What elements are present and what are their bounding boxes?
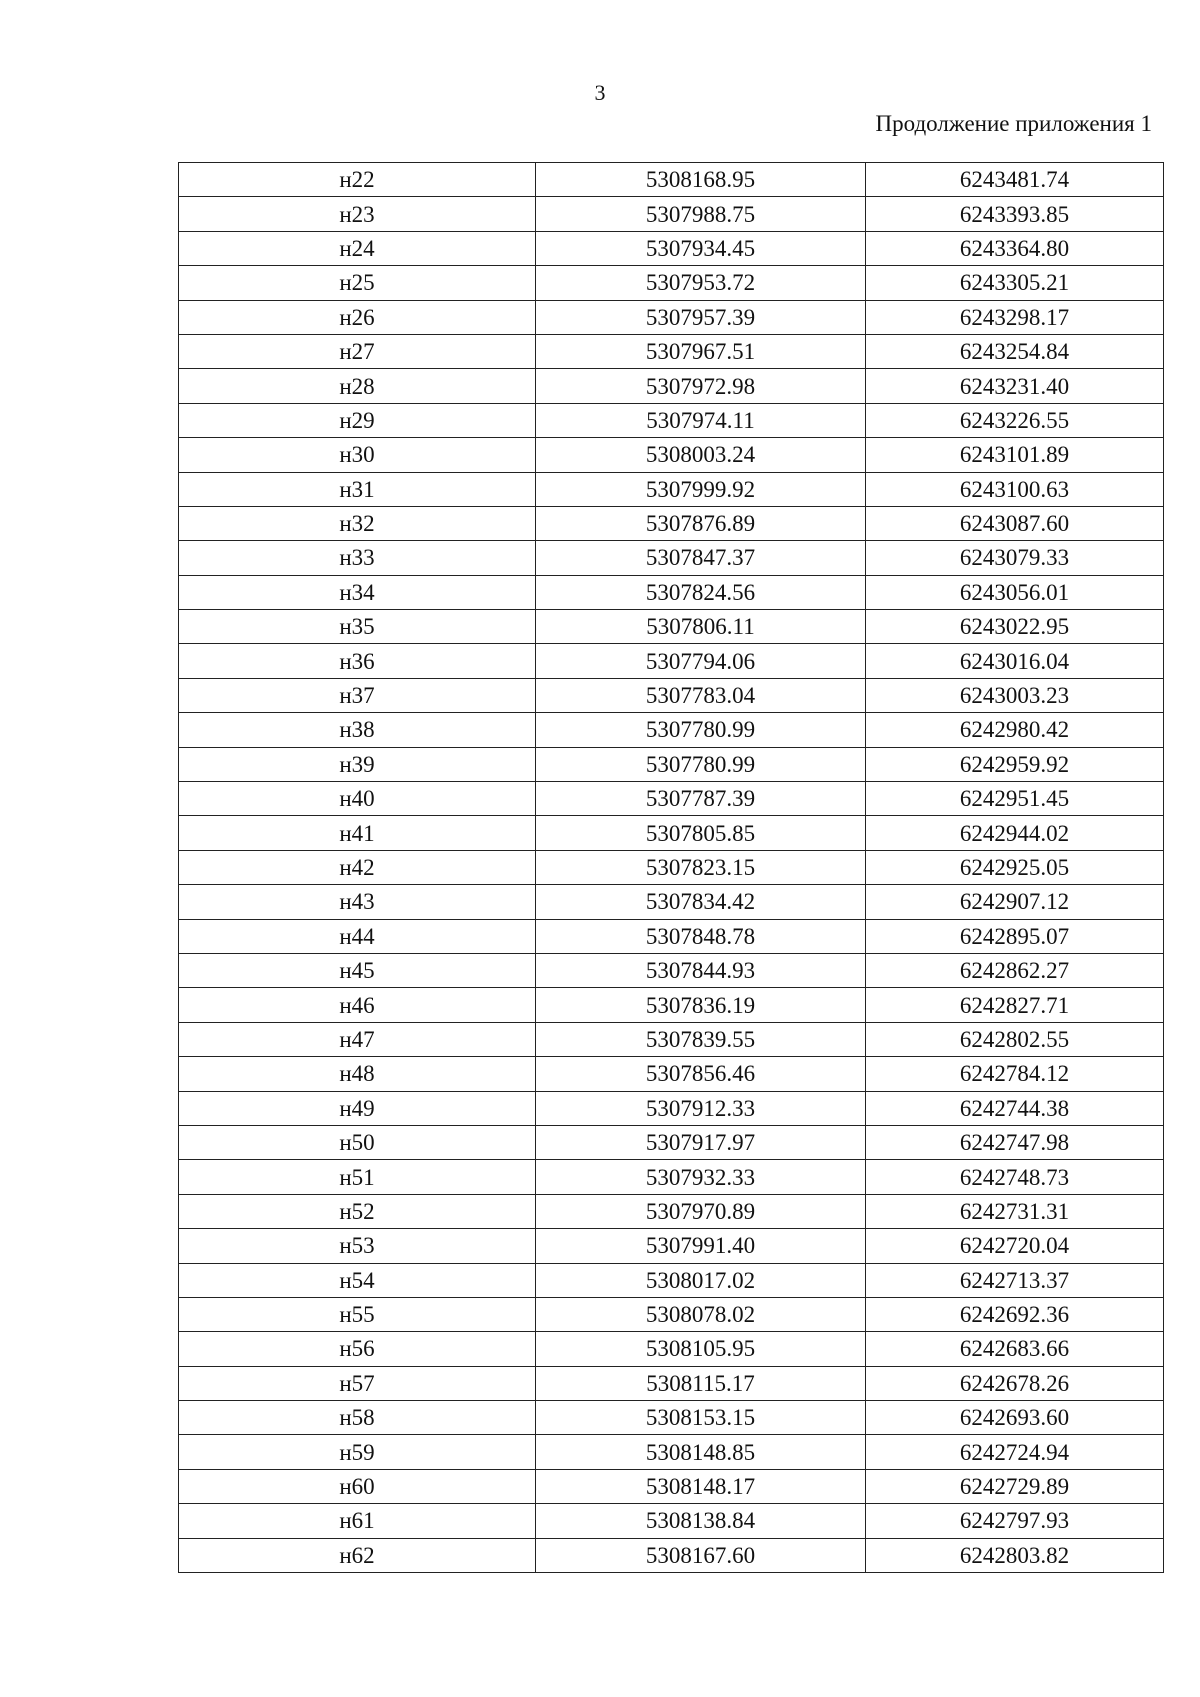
point-number-cell: н52 [179, 1194, 536, 1228]
point-number-cell: н46 [179, 988, 536, 1022]
x-coordinate-cell: 5307848.78 [536, 919, 866, 953]
table-row [179, 575, 1164, 609]
y-coordinate-cell: 6243101.89 [866, 438, 1164, 472]
x-coordinate-cell: 5308168.95 [536, 163, 866, 197]
table-row [179, 197, 1164, 231]
point-number-cell: н30 [179, 438, 536, 472]
y-coordinate-cell: 6243016.04 [866, 644, 1164, 678]
point-number-cell: н55 [179, 1297, 536, 1331]
x-coordinate-cell: 5307912.33 [536, 1091, 866, 1125]
y-coordinate-cell: 6243393.85 [866, 197, 1164, 231]
coordinates-table-body [179, 163, 1164, 1573]
point-number-cell: н35 [179, 610, 536, 644]
point-number-cell: н54 [179, 1263, 536, 1297]
point-number-cell: н57 [179, 1366, 536, 1400]
point-number-cell: н36 [179, 644, 536, 678]
table-row [179, 1332, 1164, 1366]
table-row [179, 1469, 1164, 1503]
x-coordinate-cell: 5308115.17 [536, 1366, 866, 1400]
x-coordinate-cell: 5307988.75 [536, 197, 866, 231]
x-coordinate-cell: 5307934.45 [536, 231, 866, 265]
x-coordinate-cell: 5308148.17 [536, 1469, 866, 1503]
y-coordinate-cell: 6243364.80 [866, 231, 1164, 265]
y-coordinate-cell: 6242797.93 [866, 1504, 1164, 1538]
point-number-cell: н47 [179, 1022, 536, 1056]
y-coordinate-cell: 6242951.45 [866, 782, 1164, 816]
table-row [179, 1297, 1164, 1331]
point-number-cell: н28 [179, 369, 536, 403]
y-coordinate-cell: 6242731.31 [866, 1194, 1164, 1228]
table-row [179, 988, 1164, 1022]
x-coordinate-cell: 5307805.85 [536, 816, 866, 850]
page-number: 3 [594, 80, 606, 105]
x-coordinate-cell: 5307917.97 [536, 1125, 866, 1159]
y-coordinate-cell: 6242802.55 [866, 1022, 1164, 1056]
y-coordinate-cell: 6243087.60 [866, 506, 1164, 540]
table-row [179, 747, 1164, 781]
y-coordinate-cell: 6242713.37 [866, 1263, 1164, 1297]
y-coordinate-cell: 6242692.36 [866, 1297, 1164, 1331]
y-coordinate-cell: 6242678.26 [866, 1366, 1164, 1400]
table-row [179, 1022, 1164, 1056]
y-coordinate-cell: 6243079.33 [866, 541, 1164, 575]
y-coordinate-cell: 6242747.98 [866, 1125, 1164, 1159]
x-coordinate-cell: 5307967.51 [536, 334, 866, 368]
y-coordinate-cell: 6242980.42 [866, 713, 1164, 747]
y-coordinate-cell: 6242803.82 [866, 1538, 1164, 1572]
point-number-cell: н31 [179, 472, 536, 506]
y-coordinate-cell: 6242862.27 [866, 953, 1164, 987]
x-coordinate-cell: 5308003.24 [536, 438, 866, 472]
table-row [179, 713, 1164, 747]
table-row [179, 1263, 1164, 1297]
table-row [179, 953, 1164, 987]
y-coordinate-cell: 6242724.94 [866, 1435, 1164, 1469]
table-row [179, 678, 1164, 712]
point-number-cell: н51 [179, 1160, 536, 1194]
table-row [179, 334, 1164, 368]
point-number-cell: н25 [179, 266, 536, 300]
point-number-cell: н45 [179, 953, 536, 987]
x-coordinate-cell: 5308017.02 [536, 1263, 866, 1297]
point-number-cell: н34 [179, 575, 536, 609]
table-row [179, 1538, 1164, 1572]
point-number-cell: н43 [179, 885, 536, 919]
point-number-cell: н29 [179, 403, 536, 437]
x-coordinate-cell: 5307780.99 [536, 747, 866, 781]
point-number-cell: н42 [179, 850, 536, 884]
y-coordinate-cell: 6242720.04 [866, 1229, 1164, 1263]
table-row [179, 610, 1164, 644]
x-coordinate-cell: 5308167.60 [536, 1538, 866, 1572]
y-coordinate-cell: 6242784.12 [866, 1057, 1164, 1091]
table-row [179, 885, 1164, 919]
table-row [179, 300, 1164, 334]
point-number-cell: н41 [179, 816, 536, 850]
y-coordinate-cell: 6243298.17 [866, 300, 1164, 334]
x-coordinate-cell: 5308153.15 [536, 1401, 866, 1435]
table-row [179, 266, 1164, 300]
point-number-cell: н44 [179, 919, 536, 953]
table-row [179, 850, 1164, 884]
table-row [179, 506, 1164, 540]
x-coordinate-cell: 5308148.85 [536, 1435, 866, 1469]
x-coordinate-cell: 5308078.02 [536, 1297, 866, 1331]
point-number-cell: н26 [179, 300, 536, 334]
x-coordinate-cell: 5307806.11 [536, 610, 866, 644]
y-coordinate-cell: 6243226.55 [866, 403, 1164, 437]
x-coordinate-cell: 5307844.93 [536, 953, 866, 987]
y-coordinate-cell: 6243254.84 [866, 334, 1164, 368]
table-row [179, 782, 1164, 816]
appendix-continuation-note: Продолжение приложения 1 [875, 111, 1152, 136]
point-number-cell: н27 [179, 334, 536, 368]
point-number-cell: н56 [179, 1332, 536, 1366]
table-row [179, 403, 1164, 437]
table-row [179, 919, 1164, 953]
x-coordinate-cell: 5307794.06 [536, 644, 866, 678]
table-row [179, 816, 1164, 850]
y-coordinate-cell: 6242925.05 [866, 850, 1164, 884]
y-coordinate-cell: 6242693.60 [866, 1401, 1164, 1435]
table-row [179, 1125, 1164, 1159]
table-row [179, 438, 1164, 472]
x-coordinate-cell: 5307824.56 [536, 575, 866, 609]
y-coordinate-cell: 6243100.63 [866, 472, 1164, 506]
x-coordinate-cell: 5307787.39 [536, 782, 866, 816]
point-number-cell: н50 [179, 1125, 536, 1159]
x-coordinate-cell: 5307780.99 [536, 713, 866, 747]
x-coordinate-cell: 5307856.46 [536, 1057, 866, 1091]
point-number-cell: н24 [179, 231, 536, 265]
x-coordinate-cell: 5307836.19 [536, 988, 866, 1022]
table-row [179, 369, 1164, 403]
point-number-cell: н39 [179, 747, 536, 781]
y-coordinate-cell: 6243056.01 [866, 575, 1164, 609]
y-coordinate-cell: 6242907.12 [866, 885, 1164, 919]
x-coordinate-cell: 5307876.89 [536, 506, 866, 540]
table-row [179, 1229, 1164, 1263]
table-row [179, 1504, 1164, 1538]
x-coordinate-cell: 5307957.39 [536, 300, 866, 334]
point-number-cell: н33 [179, 541, 536, 575]
y-coordinate-cell: 6242683.66 [866, 1332, 1164, 1366]
point-number-cell: н53 [179, 1229, 536, 1263]
y-coordinate-cell: 6243481.74 [866, 163, 1164, 197]
table-row [179, 1057, 1164, 1091]
point-number-cell: н32 [179, 506, 536, 540]
table-row [179, 1091, 1164, 1125]
x-coordinate-cell: 5307970.89 [536, 1194, 866, 1228]
table-row [179, 1366, 1164, 1400]
point-number-cell: н22 [179, 163, 536, 197]
point-number-cell: н62 [179, 1538, 536, 1572]
table-row [179, 1401, 1164, 1435]
point-number-cell: н61 [179, 1504, 536, 1538]
table-row [179, 163, 1164, 197]
x-coordinate-cell: 5307847.37 [536, 541, 866, 575]
y-coordinate-cell: 6242895.07 [866, 919, 1164, 953]
table-row [179, 472, 1164, 506]
table-row [179, 1194, 1164, 1228]
point-number-cell: н40 [179, 782, 536, 816]
table-row [179, 1435, 1164, 1469]
coordinates-table [178, 162, 1164, 1573]
x-coordinate-cell: 5307991.40 [536, 1229, 866, 1263]
x-coordinate-cell: 5307974.11 [536, 403, 866, 437]
table-row [179, 231, 1164, 265]
point-number-cell: н48 [179, 1057, 536, 1091]
y-coordinate-cell: 6242729.89 [866, 1469, 1164, 1503]
point-number-cell: н38 [179, 713, 536, 747]
x-coordinate-cell: 5307932.33 [536, 1160, 866, 1194]
x-coordinate-cell: 5307953.72 [536, 266, 866, 300]
y-coordinate-cell: 6242959.92 [866, 747, 1164, 781]
point-number-cell: н37 [179, 678, 536, 712]
y-coordinate-cell: 6243022.95 [866, 610, 1164, 644]
x-coordinate-cell: 5307972.98 [536, 369, 866, 403]
x-coordinate-cell: 5307839.55 [536, 1022, 866, 1056]
point-number-cell: н59 [179, 1435, 536, 1469]
x-coordinate-cell: 5307999.92 [536, 472, 866, 506]
point-number-cell: н23 [179, 197, 536, 231]
point-number-cell: н60 [179, 1469, 536, 1503]
table-row [179, 1160, 1164, 1194]
y-coordinate-cell: 6243003.23 [866, 678, 1164, 712]
y-coordinate-cell: 6242944.02 [866, 816, 1164, 850]
point-number-cell: н49 [179, 1091, 536, 1125]
y-coordinate-cell: 6242827.71 [866, 988, 1164, 1022]
table-row [179, 541, 1164, 575]
y-coordinate-cell: 6242748.73 [866, 1160, 1164, 1194]
x-coordinate-cell: 5308105.95 [536, 1332, 866, 1366]
x-coordinate-cell: 5307834.42 [536, 885, 866, 919]
x-coordinate-cell: 5307823.15 [536, 850, 866, 884]
table-row [179, 644, 1164, 678]
x-coordinate-cell: 5308138.84 [536, 1504, 866, 1538]
point-number-cell: н58 [179, 1401, 536, 1435]
x-coordinate-cell: 5307783.04 [536, 678, 866, 712]
y-coordinate-cell: 6243305.21 [866, 266, 1164, 300]
y-coordinate-cell: 6243231.40 [866, 369, 1164, 403]
y-coordinate-cell: 6242744.38 [866, 1091, 1164, 1125]
